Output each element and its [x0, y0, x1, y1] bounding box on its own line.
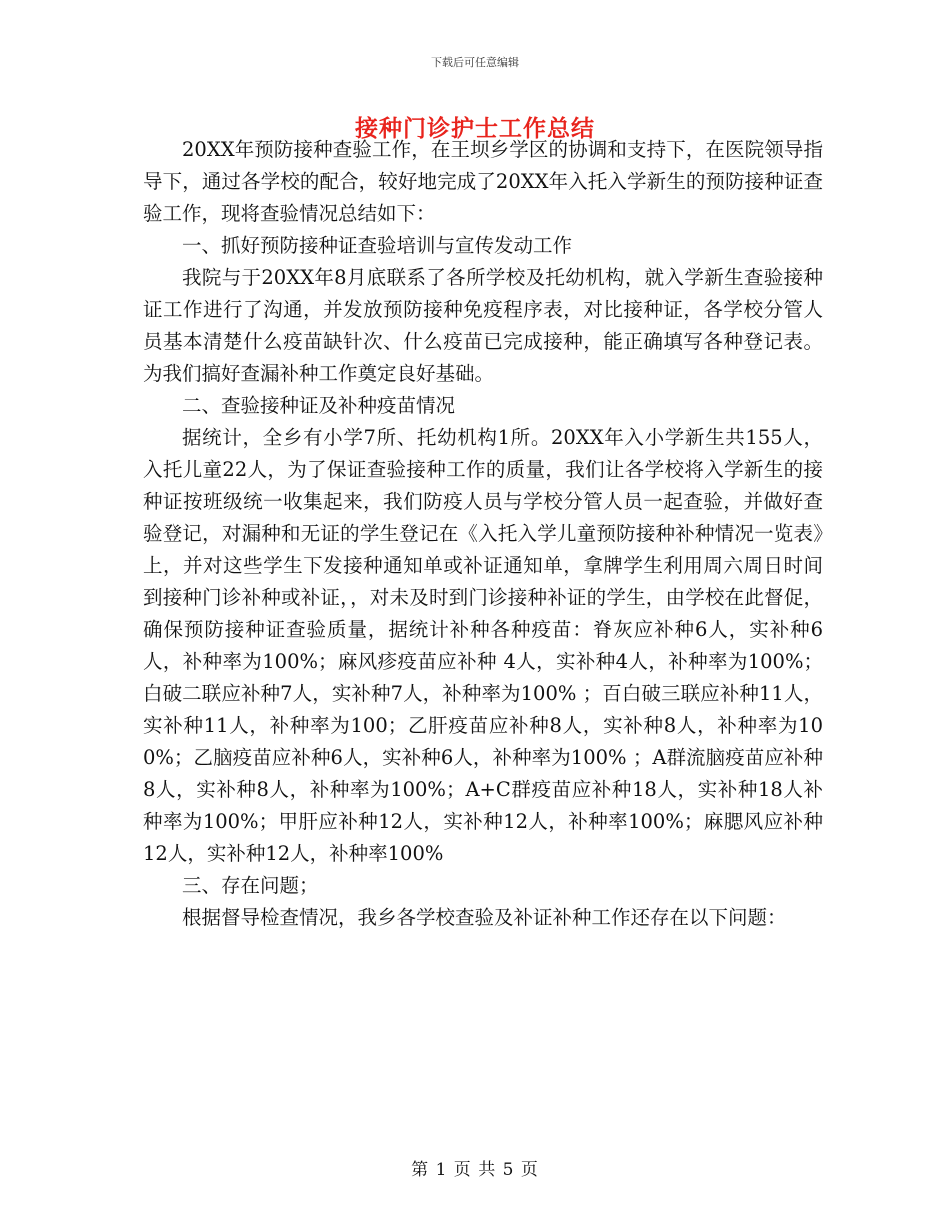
page-number-footer: 第 1 页 共 5 页: [411, 1160, 539, 1180]
section-heading-2: 二、查验接种证及补种疫苗情况: [182, 394, 456, 417]
section-heading-1: 一、抓好预防接种证查验培训与宣传发动工作: [182, 234, 573, 257]
paragraph-section-3: 根据督导检查情况，我乡各学校查验及补证补种工作还存在以下问题：: [182, 906, 787, 929]
paragraph-intro: 20XX年预防接种查验工作，在王坝乡学区的协调和支持下，在医院领导指导下，通过各学校的配合，较好地完成了20XX年入托入学新生的预防接种证查验工作，现将查验情况总结如下：: [143, 138, 823, 225]
paragraph-section-2: 据统计，全乡有小学7所、托幼机构1所。20XX年入小学新生共155人，入托儿童22人，为了保证查验接种工作的质量，我们让各学校将入学新生的接种证按班级统一收集起来，我们防疫人员与学校分管人员一起查验，并做好查验登记，对漏种和无证的学生登记在《入托入学儿童预防接种补种情况一览表》上，并对这些学生下发接种通知单或补证通知单，拿牌学生利用周六周日时间到接种门诊补种或补证，，对未及时到门诊接种补证的学生，由学校在此督促，确保预防接种证查验质量，据统计补种各种疫苗：脊灰应补种6人，实补种6人，补种率为100%；麻风疹疫苗应补种 4人，实补种4人，补种率为100%；白破二联应补种7人，实补种7人，补种率为100% ；百白破三联应补种11人，实补种11人，补种率为100；乙肝疫苗应补种8人，实补种8人，补种率为100%；乙脑疫苗应补种6人，实补种6人，补种率为100% ；A群流脑疫苗应补种8人，实补种8人，补种率为100%；A+C群疫苗应补种18人，实补种18人补种率为100%；甲肝应补种12人，实补种12人，补种率100%；麻腮风应补种12人，实补种12人，补种率100%: [143, 426, 823, 865]
document-body: [143, 134, 823, 934]
page-header-note: 下载后可任意编辑: [431, 56, 519, 69]
paragraph-section-1: 我院与于20XX年8月底联系了各所学校及托幼机构，就入学新生查验接种证工作进行了沟通，并发放预防接种免疫程序表，对比接种证，各学校分管人员基本清楚什么疫苗缺针次、什么疫苗已完成接种，能正确填写各种登记表。为我们搞好查漏补种工作奠定良好基础。: [143, 266, 823, 385]
section-heading-3: 三、存在问题；: [182, 874, 319, 897]
document-title: 接种门诊护士工作总结: [355, 115, 595, 142]
